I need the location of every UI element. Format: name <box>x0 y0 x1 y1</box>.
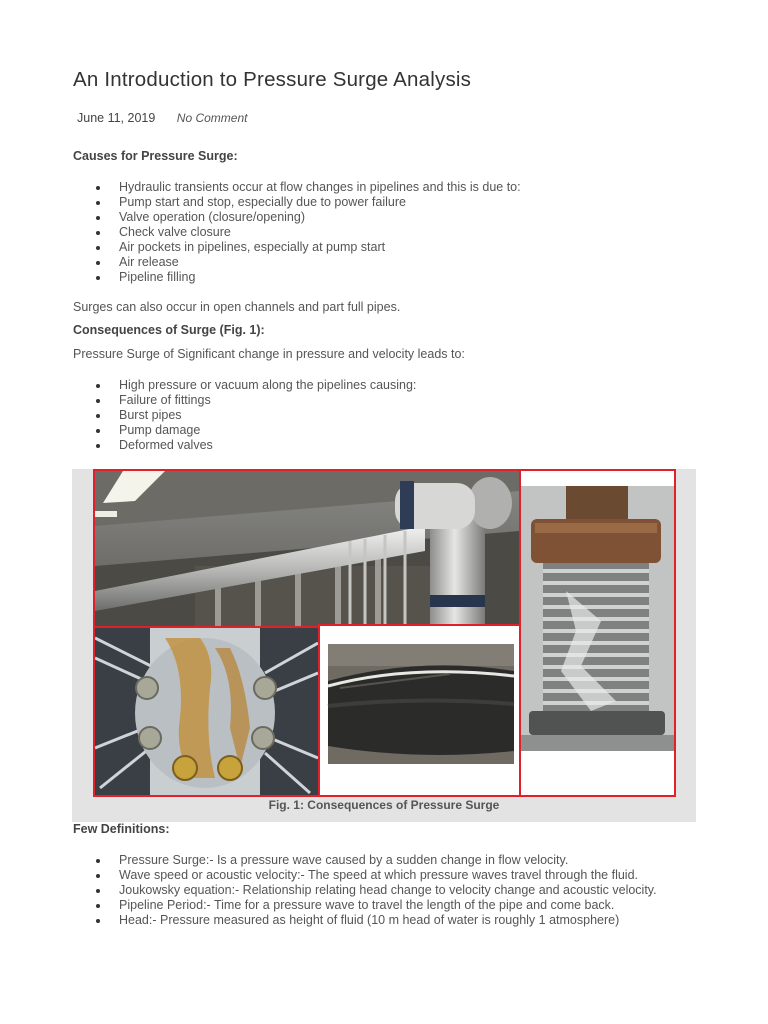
consequences-heading: Consequences of Surge (Fig. 1): <box>73 323 265 337</box>
list-item: Pipeline Period:- Time for a pressure wave to travel the length of the pipe and come back. <box>95 898 657 913</box>
consequences-intro: Pressure Surge of Significant change in pressure and velocity leads to: <box>73 347 465 361</box>
consequences-list <box>95 378 416 453</box>
deformed-bellows-photo <box>519 469 676 797</box>
list-item: Hydraulic transients occur at flow changes in pipelines and this is due to: <box>95 180 521 195</box>
list-item: Failure of fittings <box>95 393 416 408</box>
post-date: June 11, 2019 <box>77 111 156 125</box>
list-item: Pressure Surge:- Is a pressure wave caused by a sudden change in flow velocity. <box>95 853 657 868</box>
figure-1 <box>72 469 696 822</box>
list-item: Wave speed or acoustic velocity:- The speed at which pressure waves travel through the fluid. <box>95 868 657 883</box>
list-item: Pump start and stop, especially due to power failure <box>95 195 521 210</box>
list-item: Air release <box>95 255 521 270</box>
list-item: Burst pipes <box>95 408 416 423</box>
list-item: Pump damage <box>95 423 416 438</box>
figure-caption: Fig. 1: Consequences of Pressure Surge <box>268 798 500 812</box>
definitions-list <box>95 853 657 928</box>
comment-link[interactable]: No Comment <box>176 111 248 125</box>
list-item: Joukowsky equation:- Relationship relating head change to velocity change and acoustic velocity. <box>95 883 657 898</box>
pipeline-photo <box>93 469 521 628</box>
causes-heading: Causes for Pressure Surge: <box>73 149 238 163</box>
list-item: Air pockets in pipelines, especially at pump start <box>95 240 521 255</box>
list-item: High pressure or vacuum along the pipelines causing: <box>95 378 416 393</box>
page-title: An Introduction to Pressure Surge Analysis <box>73 68 472 91</box>
causes-note: Surges can also occur in open channels and part full pipes. <box>73 300 401 314</box>
list-item: Head:- Pressure measured as height of fluid (10 m head of water is roughly 1 atmosphere) <box>95 913 657 928</box>
list-item: Pipeline filling <box>95 270 521 285</box>
list-item: Check valve closure <box>95 225 521 240</box>
list-item: Deformed valves <box>95 438 416 453</box>
burst-pipe-photo <box>318 624 521 797</box>
leaking-flange-photo <box>93 626 320 797</box>
causes-list <box>95 180 521 285</box>
definitions-heading: Few Definitions: <box>73 822 170 836</box>
list-item: Valve operation (closure/opening) <box>95 210 521 225</box>
post-meta <box>77 111 247 125</box>
